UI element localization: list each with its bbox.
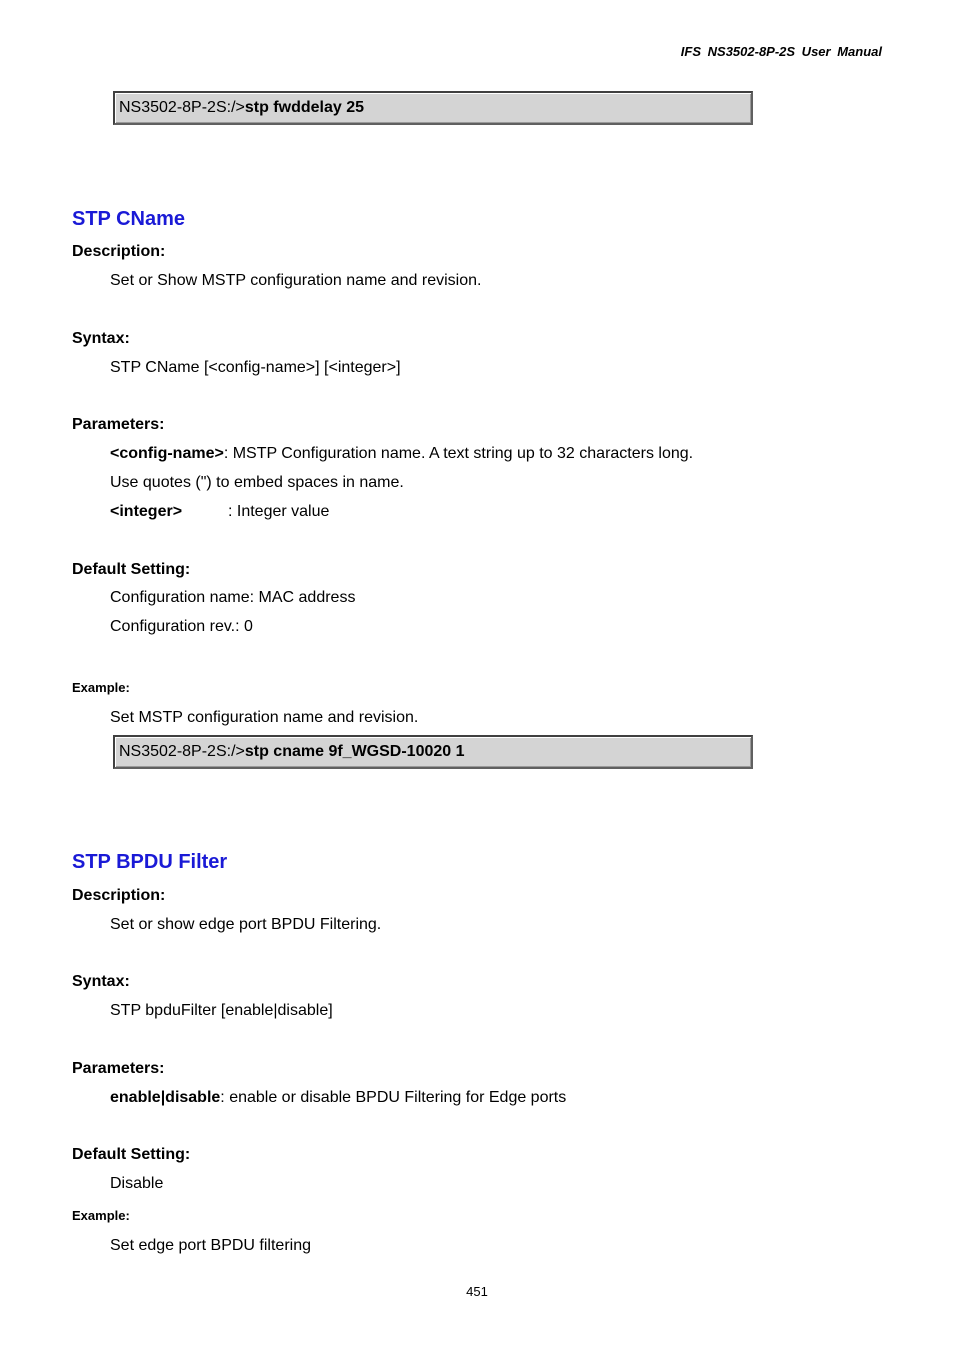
command-text: stp fwddelay 25 bbox=[244, 99, 365, 116]
running-header: IFS NS3502-8P-2S User Manual bbox=[680, 44, 882, 59]
page-number: 451 bbox=[466, 1284, 488, 1299]
parameter-description: : enable or disable BPDU Filtering for Edge ports bbox=[220, 1089, 567, 1106]
parameter-config-name bbox=[110, 445, 693, 463]
default-setting-text: Configuration name: MAC address bbox=[110, 589, 356, 606]
parameter-integer bbox=[110, 503, 182, 521]
description-label: Description: bbox=[72, 243, 166, 260]
parameter-name: <config-name> bbox=[110, 445, 224, 462]
parameter-enable-disable bbox=[110, 1089, 566, 1107]
default-setting-label: Default Setting: bbox=[72, 1146, 191, 1163]
example-text: Set edge port BPDU filtering bbox=[110, 1237, 311, 1254]
example-label: Example: bbox=[72, 1208, 130, 1223]
syntax-label: Syntax: bbox=[72, 330, 130, 347]
command-box-cname bbox=[113, 735, 753, 769]
example-label: Example: bbox=[72, 680, 130, 695]
description-text: Set or Show MSTP configuration name and revision. bbox=[110, 272, 482, 289]
parameter-description: : MSTP Configuration name. A text string up to 32 characters long. bbox=[223, 445, 694, 462]
default-setting-text: Configuration rev.: 0 bbox=[110, 618, 253, 635]
syntax-label: Syntax: bbox=[72, 973, 130, 990]
default-setting-label: Default Setting: bbox=[72, 561, 191, 578]
description-label: Description: bbox=[72, 887, 166, 904]
parameter-name: enable|disable bbox=[110, 1089, 221, 1106]
parameter-continuation: Use quotes (") to embed spaces in name. bbox=[110, 474, 404, 491]
parameters-label: Parameters: bbox=[72, 1060, 165, 1077]
command-box-fwddelay bbox=[113, 91, 753, 125]
command-prompt: NS3502-8P-2S:/> bbox=[119, 99, 245, 116]
syntax-text: STP bpduFilter [enable|disable] bbox=[110, 1002, 333, 1019]
command-text: stp cname 9f_WGSD-10020 1 bbox=[244, 743, 465, 760]
parameter-name: <integer> bbox=[110, 503, 183, 520]
section-heading-stp-bpdu-filter: STP BPDU Filter bbox=[72, 851, 228, 873]
syntax-text: STP CName [<config-name>] [<integer>] bbox=[110, 359, 401, 376]
command-prompt: NS3502-8P-2S:/> bbox=[119, 743, 245, 760]
parameters-label: Parameters: bbox=[72, 416, 165, 433]
example-text: Set MSTP configuration name and revision. bbox=[110, 709, 419, 726]
description-text: Set or show edge port BPDU Filtering. bbox=[110, 916, 382, 933]
default-setting-text: Disable bbox=[110, 1175, 164, 1192]
section-heading-stp-cname: STP CName bbox=[72, 208, 186, 230]
parameter-description: : Integer value bbox=[228, 503, 330, 520]
